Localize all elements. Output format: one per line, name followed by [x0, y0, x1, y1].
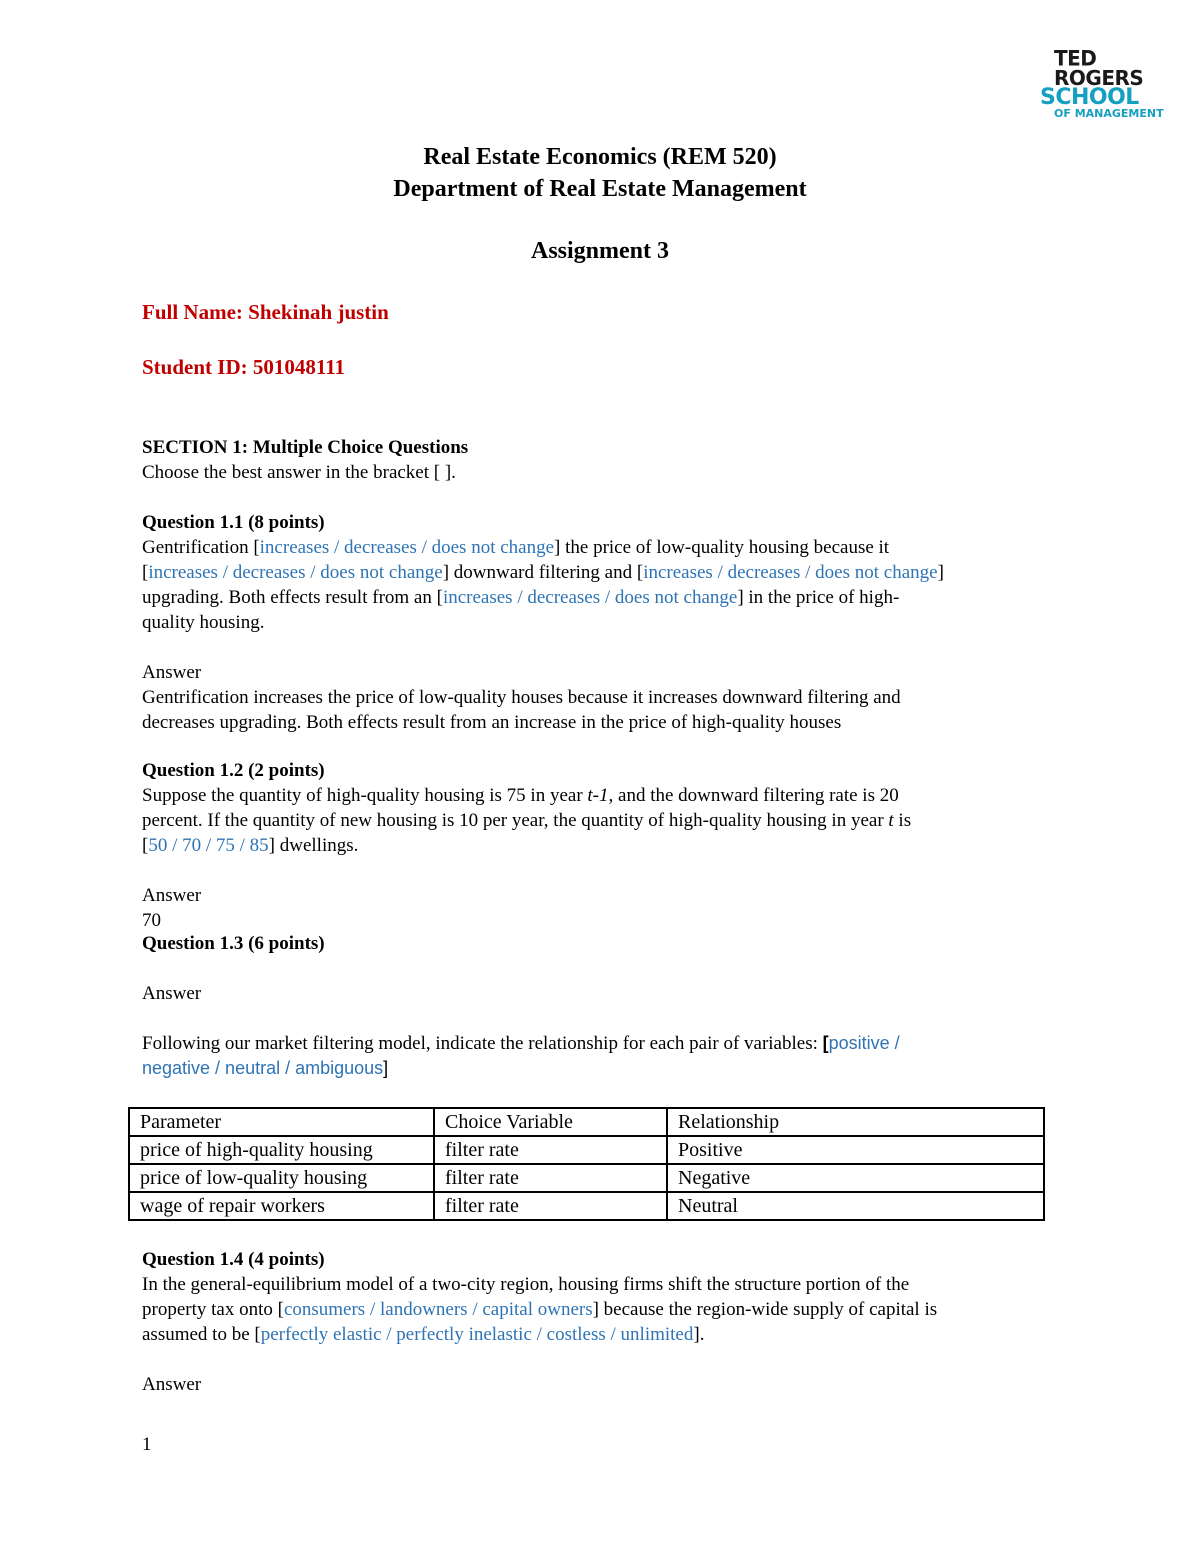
- student-name: Full Name: Shekinah justin: [142, 300, 389, 324]
- answer-options: increases / decreases / does not change: [643, 562, 938, 583]
- answer-options: increases / decreases / does not change: [442, 587, 738, 608]
- student-id: Student ID: 501048111: [142, 355, 346, 379]
- section-1: [142, 435, 1072, 485]
- question-1-1: [142, 510, 1072, 735]
- table-cell: price of low-quality housing: [129, 1164, 434, 1192]
- question-text-line: upgrading. Both effects result from an [increases / decreases / does not change] in the price of high-: [142, 587, 900, 608]
- answer-label: Answer: [142, 662, 202, 683]
- question-title: Question 1.2 (2 points): [142, 760, 325, 781]
- question-text-line: assumed to be [perfectly elastic / perfectly inelastic / costless / unlimited].: [142, 1324, 705, 1345]
- table-header-row: [129, 1108, 1044, 1136]
- answer-label: Answer: [142, 885, 202, 906]
- answer-text: 70: [142, 910, 161, 931]
- question-text-line: Gentrification [increases / decreases / does not change] the price of low-quality housing because it: [142, 537, 890, 558]
- question-title: Question 1.4 (4 points): [142, 1249, 325, 1270]
- table-header: Choice Variable: [434, 1108, 667, 1136]
- table-cell: Neutral: [667, 1192, 1044, 1220]
- answer-text: Gentrification increases the price of low-quality houses because it increases downward filtering and: [142, 687, 901, 708]
- assignment-title: Assignment 3: [530, 238, 669, 264]
- answer-label: Answer: [142, 983, 202, 1004]
- question-title: Question 1.1 (8 points): [142, 512, 325, 533]
- table-row: [129, 1164, 1044, 1192]
- answer-options: positive /: [828, 1033, 900, 1053]
- question-text-line: negative / neutral / ambiguous]: [142, 1058, 389, 1078]
- table-cell: Positive: [667, 1136, 1044, 1164]
- question-text-line: property tax onto [consumers / landowners / capital owners] because the region-wide supply of capital is: [142, 1299, 938, 1320]
- question-1-2: [142, 758, 1072, 933]
- section-instruction: Choose the best answer in the bracket [ ].: [142, 462, 456, 483]
- table-cell: price of high-quality housing: [129, 1136, 434, 1164]
- answer-options: consumers / landowners / capital owners: [283, 1299, 593, 1320]
- department-title: Department of Real Estate Management: [393, 176, 807, 202]
- answer-label: Answer: [142, 1374, 202, 1395]
- question-text-line: Suppose the quantity of high-quality housing is 75 in year t-1, and the downward filtering rate is 20: [142, 785, 899, 806]
- table-header: Relationship: [667, 1108, 1044, 1136]
- table-row: [129, 1136, 1044, 1164]
- question-text-line: quality housing.: [142, 612, 265, 633]
- answer-options: perfectly elastic / perfectly inelastic / costless / unlimited: [260, 1324, 694, 1345]
- question-text-line: [50 / 70 / 75 / 85] dwellings.: [142, 835, 359, 856]
- table-cell: wage of repair workers: [129, 1192, 434, 1220]
- answer-options: negative / neutral / ambiguous: [142, 1058, 384, 1078]
- logo-line-ted: TED: [1054, 45, 1097, 71]
- page-number: 1: [142, 1434, 152, 1455]
- relationship-table: [128, 1107, 1045, 1221]
- table-cell: filter rate: [434, 1164, 667, 1192]
- table-cell: filter rate: [434, 1136, 667, 1164]
- table-cell: Negative: [667, 1164, 1044, 1192]
- logo-line-management: OF MANAGEMENT: [1054, 107, 1164, 120]
- question-1-4: [142, 1247, 1072, 1397]
- question-text-line: percent. If the quantity of new housing is 10 per year, the quantity of high-quality housing in year t is: [142, 810, 912, 831]
- answer-text: decreases upgrading. Both effects result from an increase in the price of high-quality houses: [142, 712, 842, 733]
- answer-options: increases / decreases / does not change: [259, 537, 555, 558]
- question-text-line: In the general-equilibrium model of a two-city region, housing firms shift the structure portion of the: [142, 1274, 910, 1295]
- answer-options: 50 / 70 / 75 / 85: [148, 835, 269, 856]
- table-header: Parameter: [129, 1108, 434, 1136]
- ted-rogers-logo: [1040, 45, 1164, 120]
- logo-line-rogers: ROGERS: [1054, 66, 1144, 90]
- logo-line-school: SCHOOL: [1040, 85, 1139, 110]
- question-text-line: [increases / decreases / does not change] downward filtering and [increases / decreases / does not change]: [142, 562, 944, 583]
- section-title: SECTION 1: Multiple Choice Questions: [142, 437, 469, 458]
- question-title: Question 1.3 (6 points): [142, 933, 325, 954]
- course-title: Real Estate Economics (REM 520): [423, 144, 777, 170]
- table-row: [129, 1192, 1044, 1220]
- table-cell: filter rate: [434, 1192, 667, 1220]
- question-text-line: Following our market filtering model, indicate the relationship for each pair of variables: [positive /: [142, 1033, 900, 1054]
- question-1-3: [142, 931, 1072, 1081]
- answer-options: increases / decreases / does not change: [148, 562, 443, 583]
